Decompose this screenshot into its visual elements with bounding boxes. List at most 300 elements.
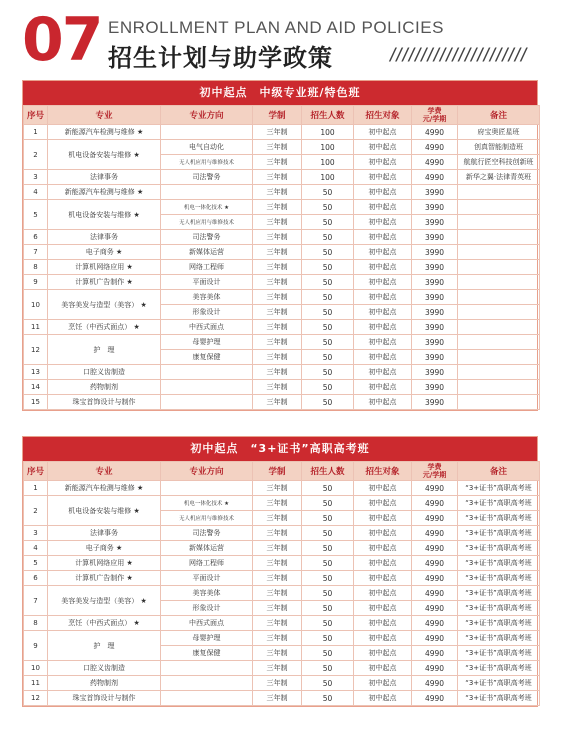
fee-cell: 3990 — [412, 335, 458, 350]
major-cell: 烹饪（中西式面点） ★ — [48, 616, 161, 631]
direction-cell: 母婴护理 — [161, 335, 253, 350]
note-cell — [458, 230, 540, 245]
target-cell: 初中起点 — [354, 125, 412, 140]
note-cell: “3+证书”高职高考班 — [458, 496, 540, 511]
target-cell: 初中起点 — [354, 556, 412, 571]
duration-cell: 三年制 — [253, 260, 302, 275]
enrollment-table — [23, 105, 540, 410]
note-cell — [458, 185, 540, 200]
count-cell: 100 — [302, 170, 354, 185]
table-row — [24, 661, 540, 676]
count-cell: 50 — [302, 481, 354, 496]
direction-cell: 康复保健 — [161, 646, 253, 661]
note-cell: “3+证书”高职高考班 — [458, 661, 540, 676]
duration-cell: 三年制 — [253, 125, 302, 140]
fee-cell: 4990 — [412, 170, 458, 185]
major-cell: 口腔义齿制造 — [48, 365, 161, 380]
direction-cell: 司法警务 — [161, 170, 253, 185]
count-cell: 50 — [302, 676, 354, 691]
seq-cell: 3 — [24, 526, 48, 541]
note-cell: “3+证书”高职高考班 — [458, 571, 540, 586]
table-row — [24, 616, 540, 631]
direction-cell: 美容美体 — [161, 290, 253, 305]
direction-cell: 网络工程师 — [161, 556, 253, 571]
fee-cell: 4990 — [412, 496, 458, 511]
direction-cell: 新媒体运营 — [161, 245, 253, 260]
note-cell — [458, 275, 540, 290]
note-cell: 航航行匠空科技创新班 — [458, 155, 540, 170]
target-cell: 初中起点 — [354, 571, 412, 586]
direction-cell — [161, 365, 253, 380]
fee-cell: 3990 — [412, 395, 458, 410]
table-banner: 初中起点 中级专业班/特色班 — [23, 81, 537, 105]
direction-cell — [161, 481, 253, 496]
major-cell: 机电设备安装与维修 ★ — [48, 140, 161, 170]
table-banner: 初中起点 “3+证书”高职高考班 — [23, 437, 537, 461]
fee-cell: 4990 — [412, 541, 458, 556]
note-cell: 创真智能制造班 — [458, 140, 540, 155]
target-cell: 初中起点 — [354, 185, 412, 200]
major-cell: 护 理 — [48, 335, 161, 365]
table-row — [24, 365, 540, 380]
table-row — [24, 676, 540, 691]
note-cell — [458, 320, 540, 335]
seq-cell: 11 — [24, 676, 48, 691]
target-cell: 初中起点 — [354, 661, 412, 676]
duration-cell: 三年制 — [253, 541, 302, 556]
count-cell: 50 — [302, 616, 354, 631]
seq-cell: 9 — [24, 631, 48, 661]
target-cell: 初中起点 — [354, 526, 412, 541]
seq-cell: 11 — [24, 320, 48, 335]
count-cell: 50 — [302, 586, 354, 601]
target-cell: 初中起点 — [354, 601, 412, 616]
target-cell: 初中起点 — [354, 335, 412, 350]
duration-cell: 三年制 — [253, 691, 302, 706]
major-cell: 计算机网络应用 ★ — [48, 260, 161, 275]
fee-cell: 3990 — [412, 260, 458, 275]
col-header: 招生人数 — [302, 462, 354, 481]
target-cell: 初中起点 — [354, 616, 412, 631]
major-cell: 电子商务 ★ — [48, 245, 161, 260]
note-cell — [458, 395, 540, 410]
seq-cell: 2 — [24, 140, 48, 170]
duration-cell: 三年制 — [253, 511, 302, 526]
seq-cell: 8 — [24, 260, 48, 275]
count-cell: 100 — [302, 125, 354, 140]
table-row — [24, 631, 540, 646]
table-row — [24, 260, 540, 275]
seq-cell: 4 — [24, 185, 48, 200]
chinese-title: 招生计划与助学政策 — [108, 44, 333, 72]
direction-cell — [161, 676, 253, 691]
direction-cell: 电气自动化 — [161, 140, 253, 155]
target-cell: 初中起点 — [354, 511, 412, 526]
direction-cell: 无人机应用与维修技术 — [161, 155, 253, 170]
note-cell: “3+证书”高职高考班 — [458, 601, 540, 616]
duration-cell: 三年制 — [253, 526, 302, 541]
direction-cell — [161, 691, 253, 706]
target-cell: 初中起点 — [354, 260, 412, 275]
col-header: 专业方向 — [161, 106, 253, 125]
duration-cell: 三年制 — [253, 155, 302, 170]
direction-cell: 形象设计 — [161, 601, 253, 616]
table-row — [24, 245, 540, 260]
seq-cell: 9 — [24, 275, 48, 290]
duration-cell: 三年制 — [253, 556, 302, 571]
count-cell: 50 — [302, 335, 354, 350]
direction-cell: 新媒体运营 — [161, 541, 253, 556]
target-cell: 初中起点 — [354, 320, 412, 335]
fee-cell: 3990 — [412, 320, 458, 335]
direction-cell: 康复保健 — [161, 350, 253, 365]
fee-cell: 4990 — [412, 140, 458, 155]
direction-cell — [161, 125, 253, 140]
duration-cell: 三年制 — [253, 571, 302, 586]
seq-cell: 5 — [24, 556, 48, 571]
seq-cell: 10 — [24, 661, 48, 676]
note-cell — [458, 350, 540, 365]
table-row — [24, 691, 540, 706]
major-cell: 药物制剂 — [48, 380, 161, 395]
table-header-row — [24, 462, 540, 481]
major-cell: 计算机广告制作 ★ — [48, 571, 161, 586]
target-cell: 初中起点 — [354, 676, 412, 691]
target-cell: 初中起点 — [354, 691, 412, 706]
direction-cell: 司法警务 — [161, 526, 253, 541]
fee-cell: 3990 — [412, 380, 458, 395]
note-cell: 府宝奥匠星班 — [458, 125, 540, 140]
table-row — [24, 496, 540, 511]
seq-cell: 14 — [24, 380, 48, 395]
duration-cell: 三年制 — [253, 631, 302, 646]
major-cell: 计算机广告制作 ★ — [48, 275, 161, 290]
seq-cell: 7 — [24, 586, 48, 616]
col-header: 招生人数 — [302, 106, 354, 125]
target-cell: 初中起点 — [354, 170, 412, 185]
major-cell: 新能源汽车检测与维修 ★ — [48, 185, 161, 200]
fee-cell: 4990 — [412, 556, 458, 571]
english-title: ENROLLMENT PLAN AND AID POLICIES — [108, 18, 444, 37]
duration-cell: 三年制 — [253, 140, 302, 155]
target-cell: 初中起点 — [354, 140, 412, 155]
major-cell: 珠宝首饰设计与制作 — [48, 691, 161, 706]
direction-cell — [161, 395, 253, 410]
fee-cell: 4990 — [412, 511, 458, 526]
duration-cell: 三年制 — [253, 601, 302, 616]
fee-cell: 3990 — [412, 275, 458, 290]
col-header: 专业 — [48, 106, 161, 125]
target-cell: 初中起点 — [354, 155, 412, 170]
table-row — [24, 320, 540, 335]
note-cell: “3+证书”高职高考班 — [458, 691, 540, 706]
duration-cell: 三年制 — [253, 646, 302, 661]
col-header: 备注 — [458, 106, 540, 125]
direction-cell: 机电一体化技术 ★ — [161, 200, 253, 215]
direction-cell: 无人机应用与维修技术 — [161, 215, 253, 230]
direction-cell: 母婴护理 — [161, 631, 253, 646]
target-cell: 初中起点 — [354, 290, 412, 305]
duration-cell: 三年制 — [253, 586, 302, 601]
note-cell: “3+证书”高职高考班 — [458, 526, 540, 541]
seq-cell: 5 — [24, 200, 48, 230]
target-cell: 初中起点 — [354, 631, 412, 646]
table-row — [24, 526, 540, 541]
direction-cell: 中西式面点 — [161, 616, 253, 631]
major-cell: 计算机网络应用 ★ — [48, 556, 161, 571]
duration-cell: 三年制 — [253, 245, 302, 260]
fee-cell: 3990 — [412, 350, 458, 365]
seq-cell: 6 — [24, 230, 48, 245]
fee-cell: 4990 — [412, 481, 458, 496]
major-cell: 药物制剂 — [48, 676, 161, 691]
table-header-row — [24, 106, 540, 125]
seq-cell: 7 — [24, 245, 48, 260]
fee-cell: 4990 — [412, 616, 458, 631]
fee-cell: 4990 — [412, 691, 458, 706]
fee-cell: 4990 — [412, 155, 458, 170]
seq-cell: 13 — [24, 365, 48, 380]
major-cell: 法律事务 — [48, 170, 161, 185]
duration-cell: 三年制 — [253, 350, 302, 365]
note-cell — [458, 200, 540, 215]
note-cell: “3+证书”高职高考班 — [458, 616, 540, 631]
col-header-fee: 学费 元/学期 — [412, 462, 458, 481]
note-cell — [458, 245, 540, 260]
major-cell: 美容美发与造型（美容） ★ — [48, 290, 161, 320]
fee-cell: 4990 — [412, 586, 458, 601]
table-row — [24, 275, 540, 290]
count-cell: 100 — [302, 155, 354, 170]
count-cell: 50 — [302, 556, 354, 571]
count-cell: 50 — [302, 526, 354, 541]
duration-cell: 三年制 — [253, 676, 302, 691]
table-middle-level-classes — [22, 80, 538, 411]
fee-cell: 4990 — [412, 601, 458, 616]
table-row — [24, 140, 540, 155]
seq-cell: 3 — [24, 170, 48, 185]
target-cell: 初中起点 — [354, 245, 412, 260]
fee-cell: 4990 — [412, 125, 458, 140]
target-cell: 初中起点 — [354, 305, 412, 320]
count-cell: 50 — [302, 200, 354, 215]
major-cell: 机电设备安装与维修 ★ — [48, 496, 161, 526]
table-row — [24, 200, 540, 215]
table-row — [24, 185, 540, 200]
seq-cell: 12 — [24, 335, 48, 365]
duration-cell: 三年制 — [253, 380, 302, 395]
seq-cell: 4 — [24, 541, 48, 556]
target-cell: 初中起点 — [354, 200, 412, 215]
seq-cell: 1 — [24, 481, 48, 496]
major-cell: 法律事务 — [48, 230, 161, 245]
duration-cell: 三年制 — [253, 305, 302, 320]
duration-cell: 三年制 — [253, 661, 302, 676]
note-cell: “3+证书”高职高考班 — [458, 586, 540, 601]
col-header: 序号 — [24, 462, 48, 481]
duration-cell: 三年制 — [253, 496, 302, 511]
count-cell: 50 — [302, 290, 354, 305]
duration-cell: 三年制 — [253, 275, 302, 290]
table-row — [24, 170, 540, 185]
direction-cell: 平面设计 — [161, 275, 253, 290]
direction-cell: 无人机应用与维修技术 — [161, 511, 253, 526]
note-cell: “3+证书”高职高考班 — [458, 556, 540, 571]
duration-cell: 三年制 — [253, 395, 302, 410]
target-cell: 初中起点 — [354, 646, 412, 661]
count-cell: 50 — [302, 631, 354, 646]
note-cell: “3+证书”高职高考班 — [458, 541, 540, 556]
major-cell: 口腔义齿制造 — [48, 661, 161, 676]
target-cell: 初中起点 — [354, 380, 412, 395]
fee-cell: 4990 — [412, 571, 458, 586]
note-cell: “3+证书”高职高考班 — [458, 511, 540, 526]
fee-cell: 4990 — [412, 661, 458, 676]
major-cell: 护 理 — [48, 631, 161, 661]
table-row — [24, 571, 540, 586]
count-cell: 50 — [302, 511, 354, 526]
major-cell: 烹饪（中西式面点） ★ — [48, 320, 161, 335]
direction-cell: 中西式面点 — [161, 320, 253, 335]
seq-cell: 6 — [24, 571, 48, 586]
table-body — [24, 481, 540, 706]
table-row — [24, 290, 540, 305]
major-cell: 机电设备安装与维修 ★ — [48, 200, 161, 230]
col-header: 专业 — [48, 462, 161, 481]
fee-cell: 4990 — [412, 526, 458, 541]
count-cell: 50 — [302, 245, 354, 260]
major-cell: 美容美发与造型（美容） ★ — [48, 586, 161, 616]
duration-cell: 三年制 — [253, 200, 302, 215]
seq-cell: 1 — [24, 125, 48, 140]
direction-cell: 机电一体化技术 ★ — [161, 496, 253, 511]
count-cell: 50 — [302, 350, 354, 365]
note-cell — [458, 260, 540, 275]
direction-cell — [161, 661, 253, 676]
count-cell: 50 — [302, 275, 354, 290]
direction-cell — [161, 380, 253, 395]
table-row — [24, 230, 540, 245]
target-cell: 初中起点 — [354, 275, 412, 290]
fee-cell: 3990 — [412, 215, 458, 230]
table-vocational-exam-classes — [22, 436, 538, 707]
page-header — [22, 5, 552, 75]
note-cell: “3+证书”高职高考班 — [458, 676, 540, 691]
table-row — [24, 125, 540, 140]
fee-cell: 3990 — [412, 245, 458, 260]
count-cell: 50 — [302, 185, 354, 200]
count-cell: 50 — [302, 215, 354, 230]
note-cell — [458, 335, 540, 350]
target-cell: 初中起点 — [354, 365, 412, 380]
target-cell: 初中起点 — [354, 350, 412, 365]
target-cell: 初中起点 — [354, 215, 412, 230]
major-cell: 电子商务 ★ — [48, 541, 161, 556]
fee-cell: 3990 — [412, 305, 458, 320]
count-cell: 50 — [302, 541, 354, 556]
count-cell: 100 — [302, 140, 354, 155]
section-number: 07 — [22, 5, 102, 75]
duration-cell: 三年制 — [253, 170, 302, 185]
note-cell — [458, 215, 540, 230]
col-header: 序号 — [24, 106, 48, 125]
major-cell: 新能源汽车检测与维修 ★ — [48, 125, 161, 140]
table-body — [24, 125, 540, 410]
col-header: 专业方向 — [161, 462, 253, 481]
table-row — [24, 541, 540, 556]
duration-cell: 三年制 — [253, 365, 302, 380]
note-cell: “3+证书”高职高考班 — [458, 481, 540, 496]
duration-cell: 三年制 — [253, 481, 302, 496]
note-cell — [458, 380, 540, 395]
seq-cell: 12 — [24, 691, 48, 706]
col-header: 招生对象 — [354, 462, 412, 481]
count-cell: 50 — [302, 571, 354, 586]
table-row — [24, 556, 540, 571]
col-header: 学制 — [253, 462, 302, 481]
direction-cell: 网络工程师 — [161, 260, 253, 275]
table-row — [24, 586, 540, 601]
table-row — [24, 380, 540, 395]
count-cell: 50 — [302, 305, 354, 320]
table-row — [24, 335, 540, 350]
seq-cell: 10 — [24, 290, 48, 320]
count-cell: 50 — [302, 380, 354, 395]
duration-cell: 三年制 — [253, 230, 302, 245]
direction-cell: 司法警务 — [161, 230, 253, 245]
count-cell: 50 — [302, 395, 354, 410]
major-cell: 新能源汽车检测与维修 ★ — [48, 481, 161, 496]
fee-cell: 3990 — [412, 200, 458, 215]
note-cell — [458, 290, 540, 305]
fee-cell: 4990 — [412, 676, 458, 691]
table-row — [24, 395, 540, 410]
note-cell: 新华之翼·法律青英班 — [458, 170, 540, 185]
count-cell: 50 — [302, 260, 354, 275]
direction-cell: 形象设计 — [161, 305, 253, 320]
count-cell: 50 — [302, 496, 354, 511]
direction-cell — [161, 185, 253, 200]
seq-cell: 2 — [24, 496, 48, 526]
target-cell: 初中起点 — [354, 395, 412, 410]
target-cell: 初中起点 — [354, 586, 412, 601]
direction-cell: 平面设计 — [161, 571, 253, 586]
count-cell: 50 — [302, 320, 354, 335]
duration-cell: 三年制 — [253, 616, 302, 631]
slash-decoration: ////////////////////// — [388, 45, 526, 65]
major-cell: 珠宝首饰设计与制作 — [48, 395, 161, 410]
target-cell: 初中起点 — [354, 496, 412, 511]
col-header-fee: 学费 元/学期 — [412, 106, 458, 125]
fee-cell: 4990 — [412, 646, 458, 661]
duration-cell: 三年制 — [253, 185, 302, 200]
count-cell: 50 — [302, 691, 354, 706]
fee-cell: 3990 — [412, 365, 458, 380]
col-header: 备注 — [458, 462, 540, 481]
note-cell: “3+证书”高职高考班 — [458, 646, 540, 661]
count-cell: 50 — [302, 661, 354, 676]
count-cell: 50 — [302, 601, 354, 616]
fee-cell: 3990 — [412, 290, 458, 305]
target-cell: 初中起点 — [354, 230, 412, 245]
duration-cell: 三年制 — [253, 290, 302, 305]
direction-cell: 美容美体 — [161, 586, 253, 601]
seq-cell: 8 — [24, 616, 48, 631]
note-cell: “3+证书”高职高考班 — [458, 631, 540, 646]
target-cell: 初中起点 — [354, 541, 412, 556]
table-row — [24, 481, 540, 496]
duration-cell: 三年制 — [253, 215, 302, 230]
